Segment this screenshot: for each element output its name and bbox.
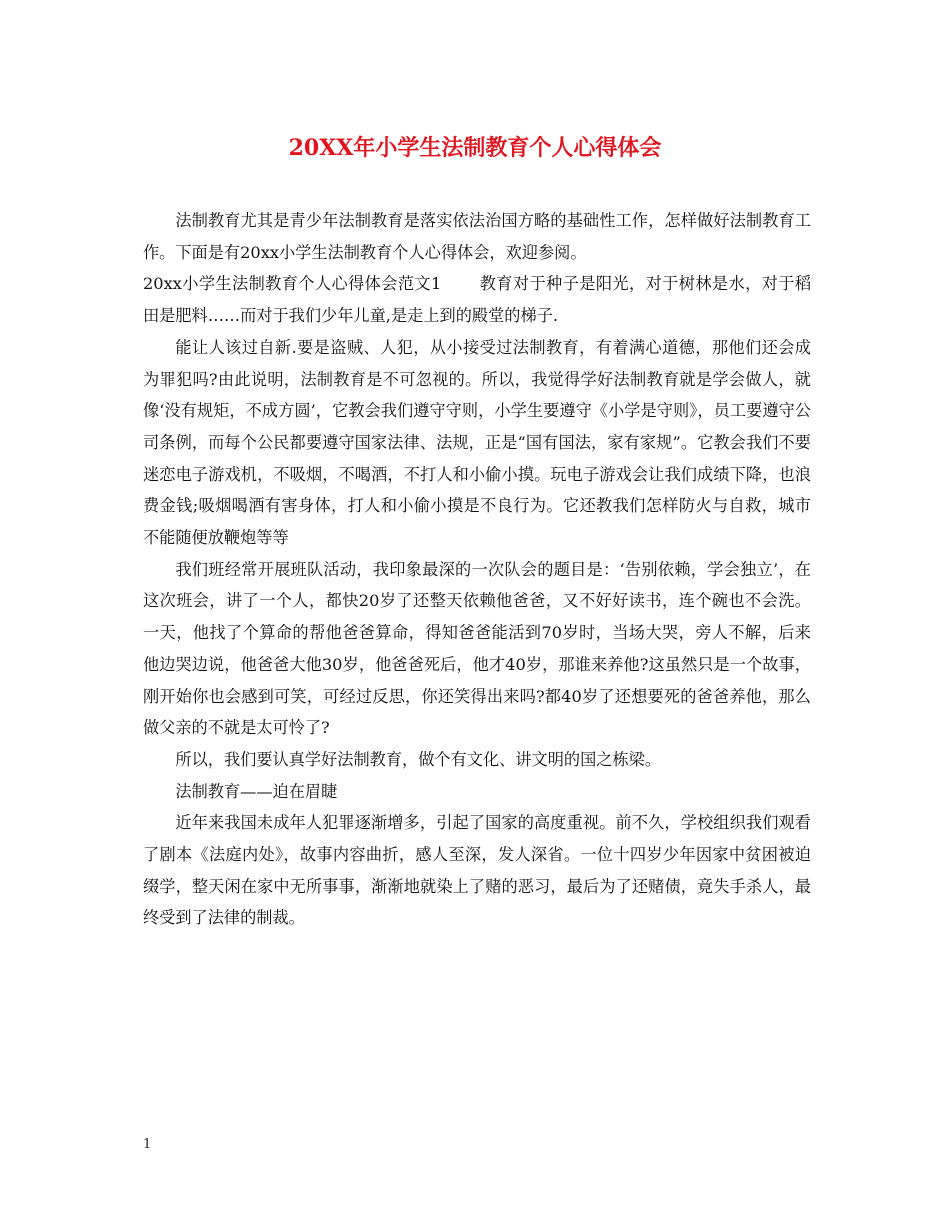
intro-paragraph: 法制教育尤其是青少年法制教育是落实依法治国方略的基础性工作，怎样做好法制教育工作。下面是有20xx小学生法制教育个人心得体会，欢迎参阅。 [143, 211, 811, 262]
document-title: 20XX年小学生法制教育个人心得体会 [288, 135, 662, 161]
body-paragraph-3: 所以，我们要认真学好法制教育，做个有文化、讲文明的国之栋梁。 [175, 749, 662, 769]
section-heading: 法制教育——迫在眉睫 [175, 781, 338, 801]
document-body [143, 205, 811, 934]
body-paragraph-4: 近年来我国未成年人犯罪逐渐增多，引起了国家的高度重视。前不久，学校组织我们观看了剧本《法庭内处》，故事内容曲折，感人至深，发人深省。一位十四岁少年因家中贫困被迫缀学，整天闲在家中无所事事，渐渐地就染上了赌的恶习，最后为了还赌债，竟失手杀人，最终受到了法律的制裁。 [143, 813, 811, 928]
body-paragraph-2: 我们班经常开展班队活动，我印象最深的一次队会的题目是：‘告别依赖，学会独立’，在这次班会，讲了一个人，都快20岁了还整天依赖他爸爸，又不好好读书，连个碗也不会洗。一天，他找了个算命的帮他爸爸算命，得知爸爸能活到70岁时，当场大哭，旁人不解，后来他边哭边说，他爸爸大他30岁，他爸爸死后，他才40岁，那谁来养他?这虽然只是一个故事，刚开始你也会感到可笑，可经过反思，你还笑得出来吗?都40岁了还想要死的爸爸养他，那么做父亲的不就是太可怜了? [143, 559, 811, 738]
body-paragraph-1: 能让人该过自新.要是盗贼、人犯，从小接受过法制教育，有着满心道德，那他们还会成为罪犯吗?由此说明，法制教育是不可忽视的。所以，我觉得学好法制教育就是学会做人，就像‘没有规矩，不成方圆’，它教会我们遵守守则，小学生要遵守《小学是守则》，员工要遵守公司条例，而每个公民都要遵守国家法律、法规，正是“国有国法，家有家规”。它教会我们不要迷恋电子游戏机，不吸烟，不喝酒，不打人和小偷小摸。玩电子游戏会让我们成绩下降，也浪费金钱;吸烟喝酒有害身体，打人和小偷小摸是不良行为。它还教我们怎样防火与自救，城市不能随便放鞭炮等等 [143, 337, 811, 548]
sample-paragraph [143, 268, 811, 331]
page-number: 1 [143, 1137, 152, 1152]
sample-heading: 20xx小学生法制教育个人心得体会范文1 [143, 274, 442, 294]
sample-lead-text: 教育对于种子是阳光，对于树林是水，对于稻田是肥料……而对于我们少年儿童,是走上到的殿堂的梯子. [143, 274, 812, 326]
